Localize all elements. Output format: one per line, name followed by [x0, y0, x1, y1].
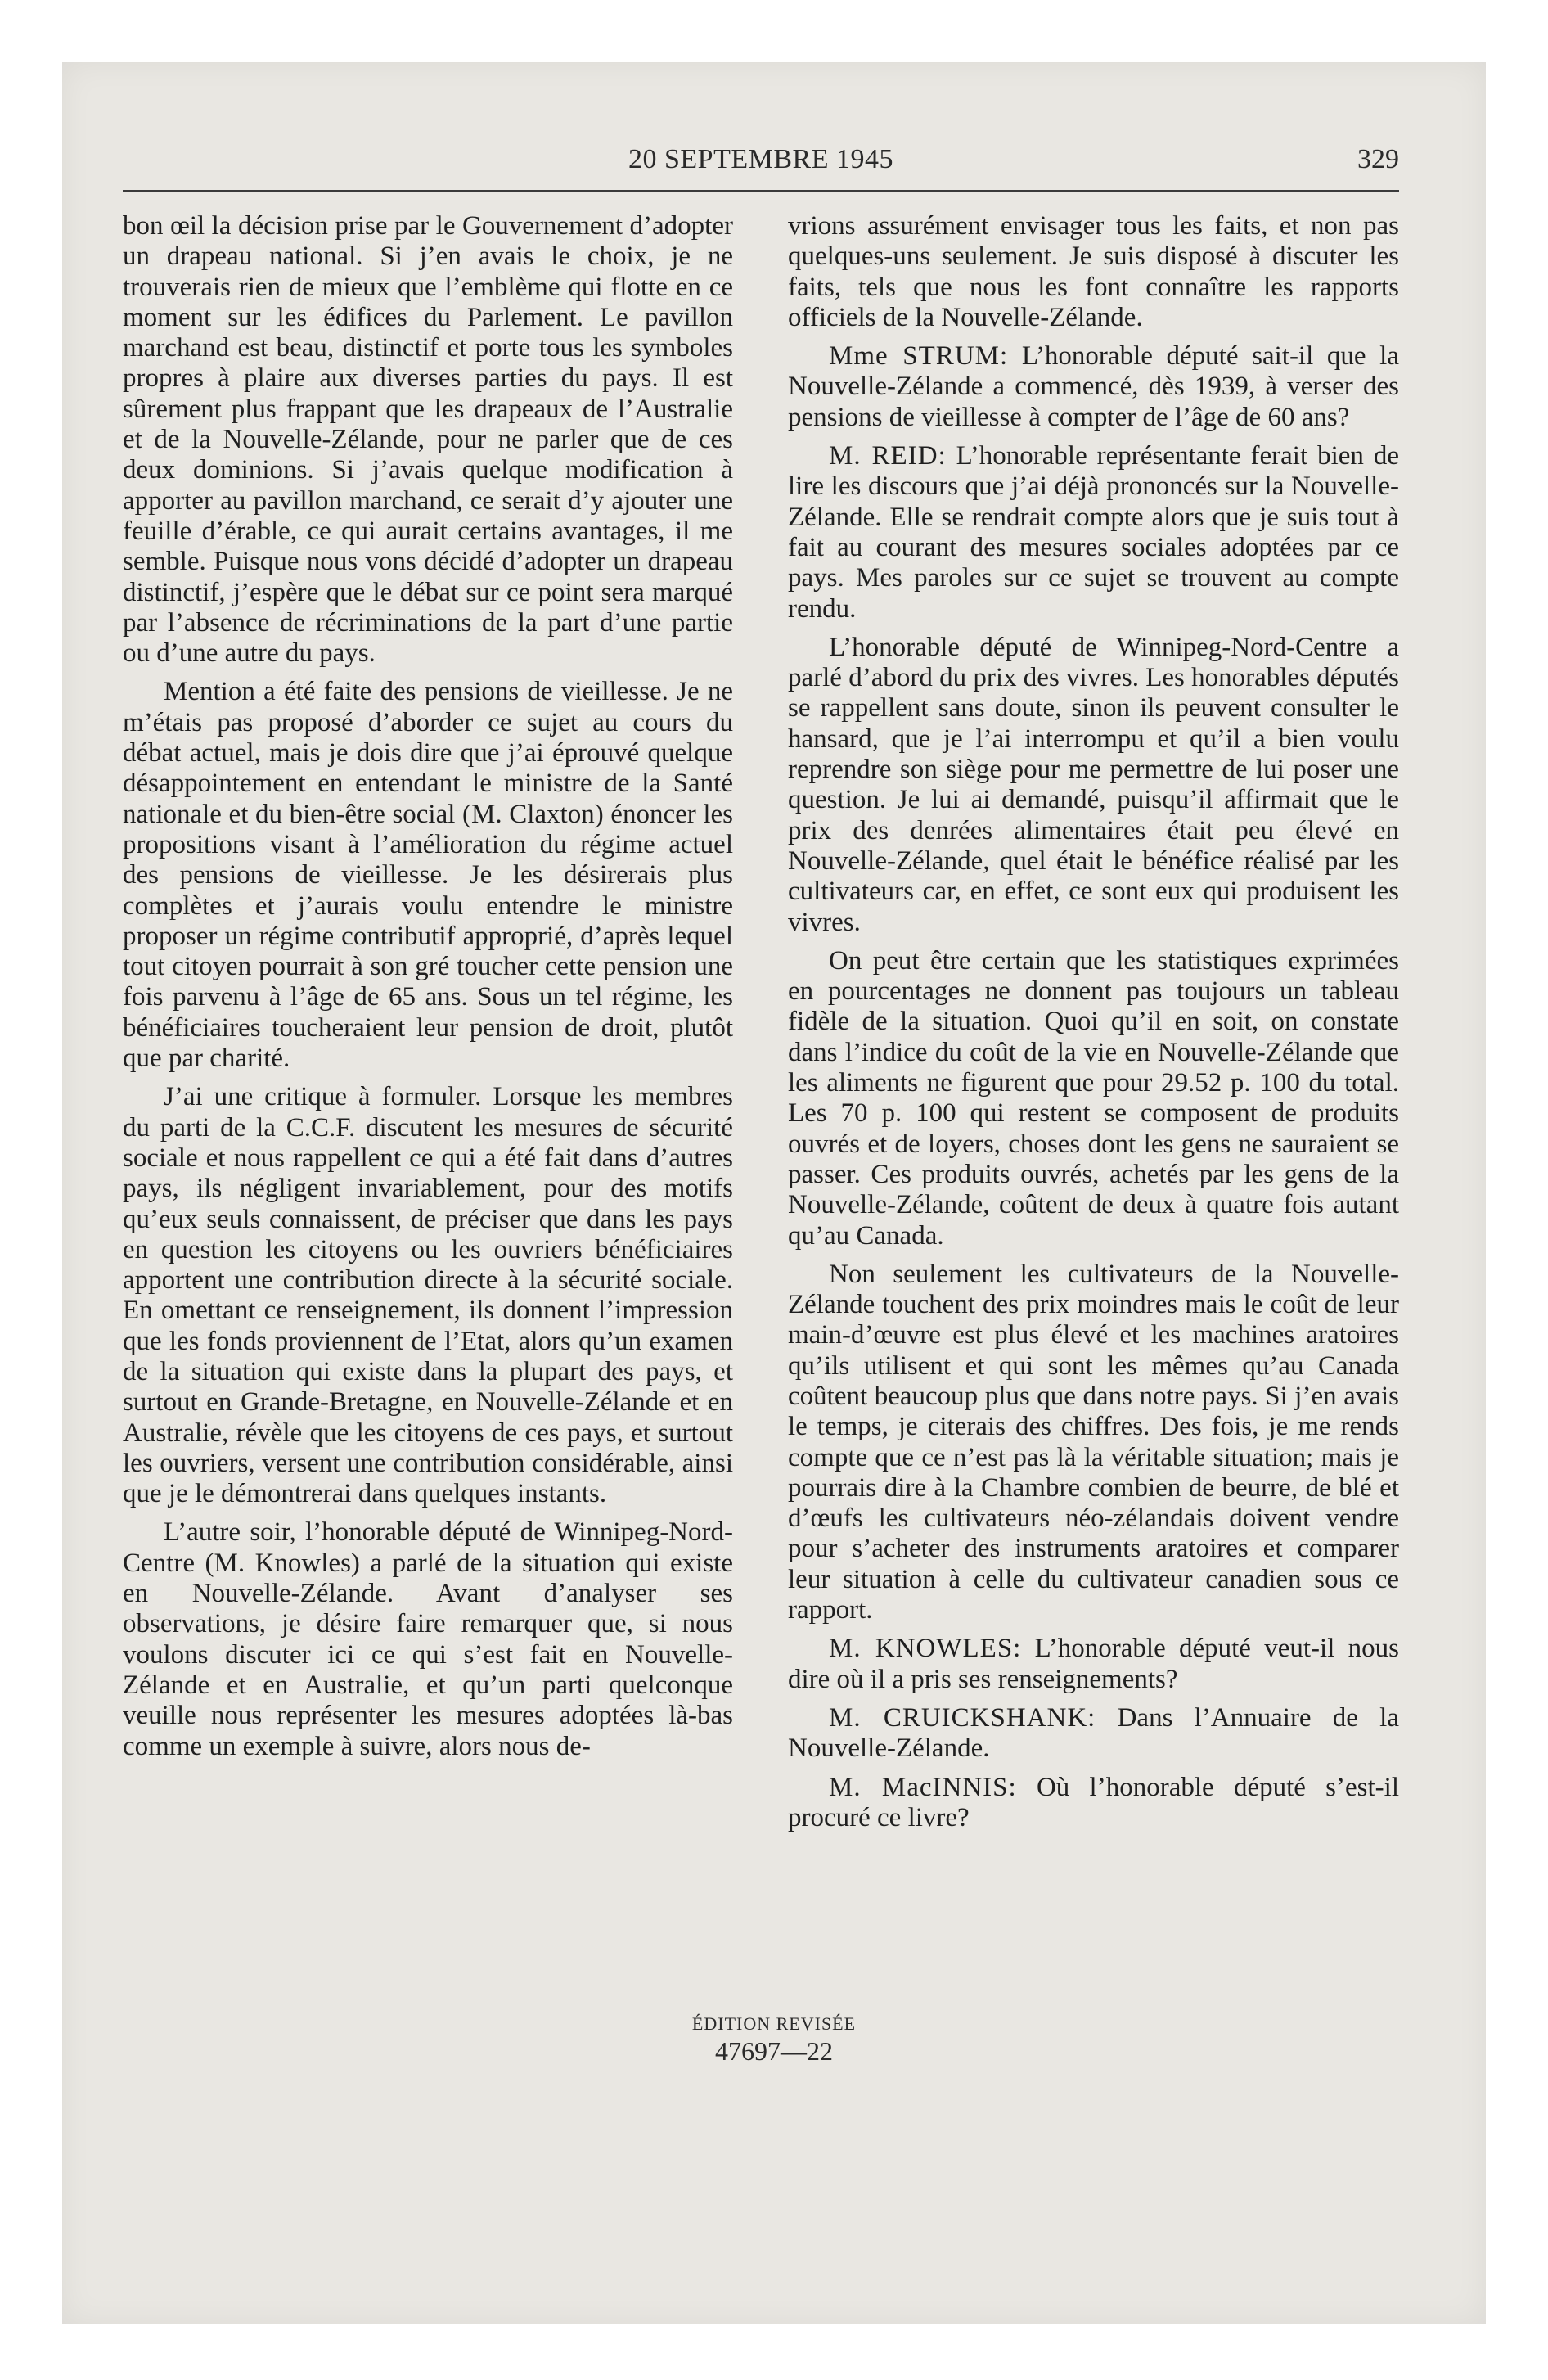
- right-column: [788, 211, 1399, 1841]
- left-paragraph-2: Mention a été faite des pensions de vieillesse. Je ne m’étais pas proposé d’aborder ce sujet au cours du débat actuel, mais je dois dire que j’ai éprouvé quelque désappointement en entendant le ministre de la Santé nationale et du bien-être social (M. Claxton) énoncer les propositions visant à l’amélioration du régime actuel des pensions de vieillesse. Je les désirerais plus complètes et j’aurais voulu entendre le ministre proposer un régime contributif approprié, d’après lequel tout citoyen pourrait à son gré toucher cette pension une fois parvenu à l’âge de 65 ans. Sous un tel régime, les bénéficiaires toucheraient leur pension de droit, plutôt que par charité.: [123, 677, 733, 1074]
- speaker-macinnis: M. MacINNIS:: [829, 1772, 1017, 1802]
- speech-cruickshank: [788, 1703, 1399, 1765]
- left-paragraph-1: bon œil la décision prise par le Gouvernement d’adopter un drapeau national. Si j’en avais le choix, je ne trouverais rien de mieux que l’emblème qui flotte en ce moment sur les édifices du Parlement. Le pavillon marchand est beau, distinctif et porte tous les symboles propres à plaire aux diverses parties du pays. Il est sûrement plus frappant que les drapeaux de l’Australie et de la Nouvelle-Zélande, pour ne parler que de ces deux dominions. Si j’avais quelque modification à apporter au pavillon marchand, ce serait d’y ajouter une feuille d’érable, ce qui aurait certains avantages, il me semble. Puisque nous vons décidé d’adopter un drapeau distinctif, j’espère que le débat sur ce point sera marqué par l’absence de récriminations de la part d’une partie ou d’une autre du pays.: [123, 211, 733, 669]
- speech-knowles-text: L’honorable député veut-il nous dire où il a pris ses renseignements?: [788, 1634, 1399, 1694]
- edition-note: ÉDITION REVISÉE: [691, 2013, 857, 2034]
- speech-strum: [788, 341, 1399, 433]
- left-paragraph-3: J’ai une critique à formuler. Lorsque les membres du parti de la C.C.F. discutent les mesures de sécurité sociale et nous rappellent ce qui a été fait dans d’autres pays, ils négligent invariablement, pour des motifs qu’eux seuls connaissent, de préciser que dans les pays en question les citoyens ou les ouvriers bénéficiaires apportent une contribution directe à la sécurité sociale. En omettant ce renseignement, ils donnent l’impression que les fonds proviennent de l’Etat, alors qu’un examen de la situation qui existe dans la plupart des pays, et surtout en Grande-Bretagne, en Nouvelle-Zélande et en Australie, révèle que les citoyens de ces pays, et surtout les ouvriers, versent une contribution considérable, ainsi que je le démontrerai dans quelques instants.: [123, 1082, 733, 1509]
- speech-strum-text: L’honorable député sait-il que la Nouvelle-Zélande a commencé, dès 1939, à verser des pensions de vieillesse à compter de l’âge de 60 ans?: [788, 341, 1400, 432]
- speech-reid-text: L’honorable représentante ferait bien de lire les discours que j’ai déjà prononcés sur la Nouvelle-Zélande. Elle se rendrait compte alors que je suis tout à fait au courant des mesures sociales adoptées par ce pays. Mes paroles sur ce sujet se trouvent au compte rendu.: [788, 441, 1399, 624]
- speaker-strum: Mme STRUM:: [829, 341, 1009, 372]
- left-column: [123, 211, 733, 1770]
- speech-knowles: [788, 1634, 1399, 1695]
- right-paragraph-6: Non seulement les cultivateurs de la Nouvelle-Zélande touchent des prix moindres mais le coût de leur main-d’œuvre est plus élevé et les machines aratoires qu’ils utilisent et qui sont les mêmes qu’au Canada coûtent beaucoup plus que dans notre pays. Si j’en avais le temps, je citerais des chiffres. Des fois, je me rends compte que ce n’est pas là la véritable situation; mais je pourrais dire à la Chambre combien de beurre, de blé et d’œufs les cultivateurs néo-zélandais doivent vendre pour s’acheter des instruments aratoires et comparer leur situation à celle du cultivateur canadien sous ce rapport.: [788, 1259, 1399, 1625]
- speech-cruickshank-text: Dans l’Annuaire de la Nouvelle-Zélande.: [788, 1702, 1400, 1764]
- page-number: 329: [1357, 144, 1399, 174]
- header-date: 20 SEPTEMBRE 1945: [628, 144, 893, 174]
- speech-reid: [788, 441, 1399, 624]
- speaker-cruickshank: M. CRUICKSHANK:: [829, 1702, 1096, 1733]
- speaker-knowles: M. KNOWLES:: [829, 1634, 1022, 1664]
- speaker-reid: M. REID:: [829, 441, 947, 471]
- left-paragraph-4: L’autre soir, l’honorable député de Winnipeg-Nord-Centre (M. Knowles) a parlé de la situation qui existe en Nouvelle-Zélande. Avant d’analyser ses observations, je désire faire remarquer que, si nous voulons discuter ici ce qui s’est fait en Nouvelle-Zélande et en Australie, et qu’un parti quelconque veuille nous représenter les mesures adoptées là-bas comme un exemple à suivre, alors nous de-: [123, 1517, 733, 1761]
- right-paragraph-5: On peut être certain que les statistiques exprimées en pourcentages ne donnent pas toujours un tableau fidèle de la situation. Quoi qu’il en soit, on constate dans l’indice du coût de la vie en Nouvelle-Zélande que les aliments ne figurent que pour 29.52 p. 100 du total. Les 70 p. 100 qui restent se composent de produits ouvrés et de loyers, choses dont les gens ne sauraient se passer. Ces produits ouvrés, achetés par les gens de la Nouvelle-Zélande, coûtent de deux à quatre fois autant qu’au Canada.: [788, 945, 1399, 1251]
- speech-macinnis: [788, 1773, 1399, 1834]
- running-header: [123, 144, 1399, 182]
- right-paragraph-4: L’honorable député de Winnipeg-Nord-Centre a parlé d’abord du prix des vivres. Les honorables députés se rappellent sans doute, sinon ils peuvent consulter le hansard, que je l’ai interrompu et qu’il a bien voulu reprendre son siège pour me permettre de lui poser une question. Je lui ai demandé, puisqu’il affirmait que le prix des denrées alimentaires était peu élevé en Nouvelle-Zélande, quel était le bénéfice réalisé par les cultivateurs car, en effet, ce sont eux qui produisent les vivres.: [788, 632, 1399, 937]
- header-rule: [123, 190, 1399, 192]
- speech-macinnis-text: Où l’honorable député s’est-il procuré ce livre?: [788, 1772, 1399, 1832]
- print-code: 47697—22: [715, 2036, 833, 2066]
- right-paragraph-1: vrions assurément envisager tous les faits, et non pas quelques-uns seulement. Je suis disposé à discuter les faits, tels que nous les font connaître les rapports officiels de la Nouvelle-Zélande.: [788, 211, 1399, 332]
